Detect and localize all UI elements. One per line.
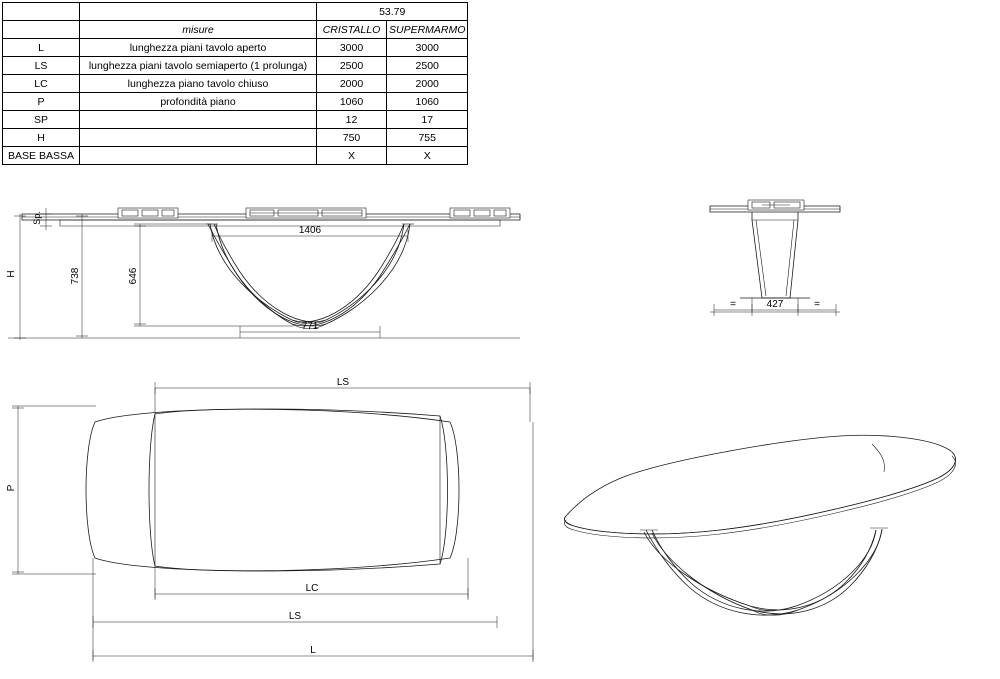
cell-cristallo: 3000 [317, 39, 387, 57]
cell-code: LC [3, 75, 80, 93]
cell-supermarmo: 17 [387, 111, 468, 129]
cell-supermarmo: 2000 [387, 75, 468, 93]
cell-code: SP [3, 111, 80, 129]
table-row [3, 39, 468, 57]
dimension-H [6, 214, 520, 340]
cell-cristallo: 2500 [317, 57, 387, 75]
label-dim-Sp: Sp. [32, 211, 42, 225]
dimension-427 [752, 298, 798, 316]
label-equal-right: = [814, 299, 820, 310]
cell-supermarmo: 1060 [387, 93, 468, 111]
label-dim-H: H [6, 270, 17, 278]
table-row-code [3, 3, 468, 21]
label-dim-646: 646 [128, 267, 139, 285]
label-dim-771: 771 [301, 321, 319, 332]
dimension-771 [240, 321, 380, 338]
front-elevation-view [0, 180, 560, 360]
label-dim-427: 427 [766, 299, 784, 310]
extension-mechanism [118, 208, 510, 218]
cell-desc [80, 129, 317, 147]
cell-cristallo: 12 [317, 111, 387, 129]
dimension-LC [155, 558, 468, 600]
cell-desc: profondità piano [80, 93, 317, 111]
cell-cristallo: 1060 [317, 93, 387, 111]
dimension-equal-right [798, 299, 836, 316]
dimension-738 [70, 214, 88, 338]
cell-code: LS [3, 57, 80, 75]
cell-product-code: 53.79 [317, 3, 468, 21]
cell-desc: lunghezza piani tavolo aperto [80, 39, 317, 57]
cell-supermarmo: 3000 [387, 39, 468, 57]
cell-supermarmo: 2500 [387, 57, 468, 75]
cell-supermarmo: 755 [387, 129, 468, 147]
dimension-646 [128, 224, 294, 326]
table-row [3, 111, 468, 129]
dimension-P [6, 406, 96, 574]
side-base-structure [740, 212, 810, 298]
perspective-view [540, 400, 1000, 650]
side-elevation-view [690, 180, 870, 360]
dimension-equal-left [714, 299, 752, 316]
cell-desc: lunghezza piano tavolo chiuso [80, 75, 317, 93]
label-dim-L: L [310, 645, 316, 656]
label-dim-LC: LC [305, 583, 319, 594]
cell-code: P [3, 93, 80, 111]
table-row [3, 75, 468, 93]
cell-cristallo: 750 [317, 129, 387, 147]
cell-code: H [3, 129, 80, 147]
dimension-Sp [32, 208, 52, 230]
cell-col-cristallo: CRISTALLO [317, 21, 387, 39]
dimension-LS-top [155, 377, 530, 422]
cell-empty [3, 3, 80, 21]
dimension-LS-bottom [93, 611, 497, 628]
cell-desc: lunghezza piani tavolo semiaperto (1 prolunga) [80, 57, 317, 75]
table-row [3, 129, 468, 147]
label-dim-LS-top: LS [336, 377, 350, 388]
cell-code: BASE BASSA [3, 147, 80, 165]
label-dim-LS-bottom: LS [288, 611, 302, 622]
cell-misure-label: misure [80, 21, 317, 39]
label-dim-1406: 1406 [298, 225, 322, 236]
cell-col-supermarmo: SUPERMARMO [387, 21, 468, 39]
table-row [3, 147, 468, 165]
dimension-L [93, 422, 533, 662]
base-structure [206, 224, 414, 329]
cell-cristallo: X [317, 147, 387, 165]
dimension-1406 [212, 225, 408, 242]
label-equal-left: = [730, 299, 736, 310]
plan-tabletop-closed [86, 409, 459, 571]
cell-empty [80, 3, 317, 21]
cell-cristallo: 2000 [317, 75, 387, 93]
cell-desc [80, 111, 317, 129]
side-tabletop [710, 200, 840, 212]
table-row [3, 93, 468, 111]
cell-desc [80, 147, 317, 165]
label-dim-738: 738 [70, 267, 81, 285]
cell-code: L [3, 39, 80, 57]
cell-empty [3, 21, 80, 39]
plan-view [0, 360, 560, 679]
perspective-tabletop [564, 435, 955, 538]
table-row [3, 57, 468, 75]
cell-supermarmo: X [387, 147, 468, 165]
perspective-base [640, 528, 888, 615]
plan-extension-panels [149, 409, 448, 571]
specifications-table [2, 2, 468, 165]
table-row-header [3, 21, 468, 39]
label-dim-P: P [6, 484, 17, 492]
